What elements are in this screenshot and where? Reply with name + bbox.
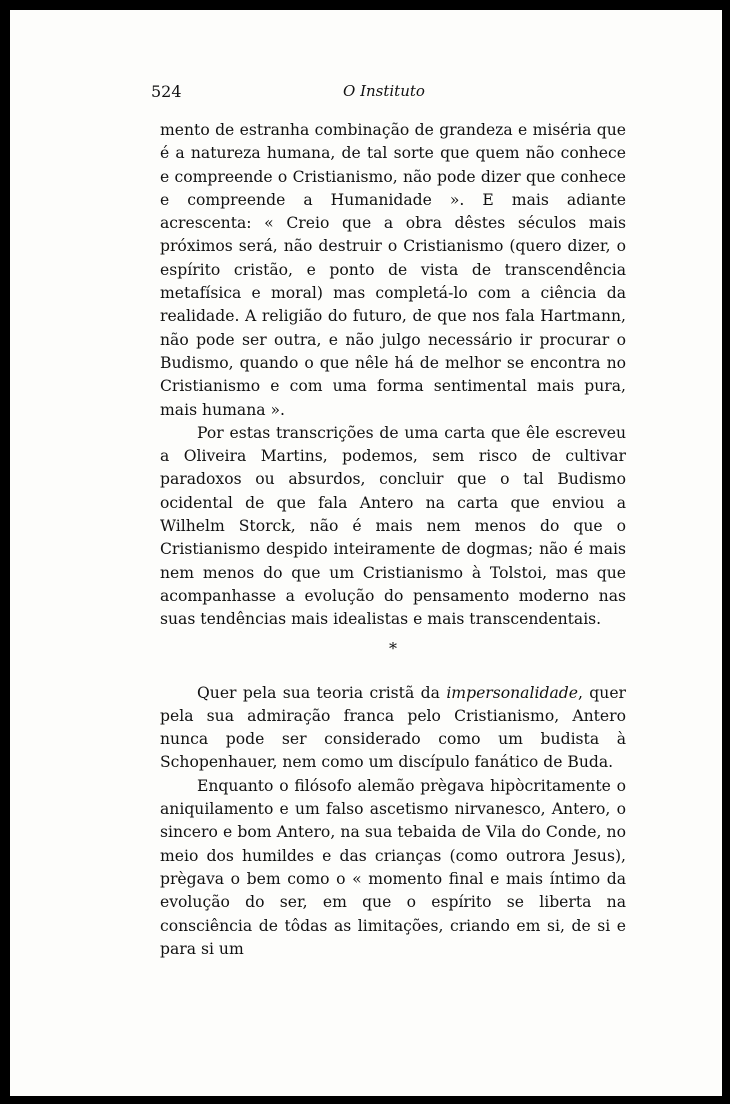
paragraph-3-start: Quer pela sua teoria cristã da — [197, 683, 447, 702]
paragraph-2: Por estas transcrições de uma carta que êle escreveu a Oliveira Martins, podemos, sem risco de cultivar paradoxos ou absurdos, concluir que o tal Budismo ocidental de que fala Antero na carta que enviou a Wilhelm Storck, não é mais nem menos do que o Cristianismo despido inteiramente de dogmas; não é mais nem menos do que um Cristianismo à Tolstoi, mas que acompanhasse a evolução do pensamento moderno nas suas tendências mais idealistas e mais transcendentais. — [160, 423, 626, 629]
section-separator: * — [389, 638, 397, 658]
paragraph-1: mento de estranha combinação de grandeza e miséria que é a natureza humana, de tal sorte que quem não conhece e compreende o Cristianismo, não pode dizer que conhece e compreende a Humanidade ». E mais adiante acrescenta: « Creio que a obra dêstes séculos mais próximos será, não destruir o Cristianismo (quero dizer, o espírito cristão, e ponto de vista de transcendência metafísica e moral) mas completá-lo com a ciência da realidade. A religião do futuro, de que nos fala Hartmann, não pode ser outra, e não julgo necessário ir procurar o Budismo, quando o que nêle há de melhor se encontra no Cristianismo e com uma forma sentimental mais pura, mais humana ». — [160, 121, 626, 419]
paragraph-3-end: , quer pela sua admiração franca pelo Cristianismo, Antero nunca pode ser considerado como um budista à Schopenhauer, nem como um discípulo fanático de Buda. — [160, 683, 627, 772]
book-page — [10, 10, 722, 1096]
page-header — [10, 82, 722, 106]
paragraph-4: Enquanto o filósofo alemão prègava hipòcritamente o aniquilamento e um falso ascetismo nirvanesco, Antero, o sincero e bom Antero, na sua tebaida de Vila do Conde, no meio dos humildes e das crianças (como outrora Jesus), prègava o bem como o « momento final e mais íntimo da evolução do ser, em que o espírito se liberta na consciência de tôdas as limitações, criando em si, de si e para si um — [160, 776, 626, 958]
running-title: O Instituto — [343, 82, 425, 100]
body-text — [160, 119, 626, 961]
emphasized-term: impersonalidade — [446, 683, 578, 702]
paragraph-3 — [160, 682, 626, 775]
page-number: 524 — [151, 82, 182, 101]
